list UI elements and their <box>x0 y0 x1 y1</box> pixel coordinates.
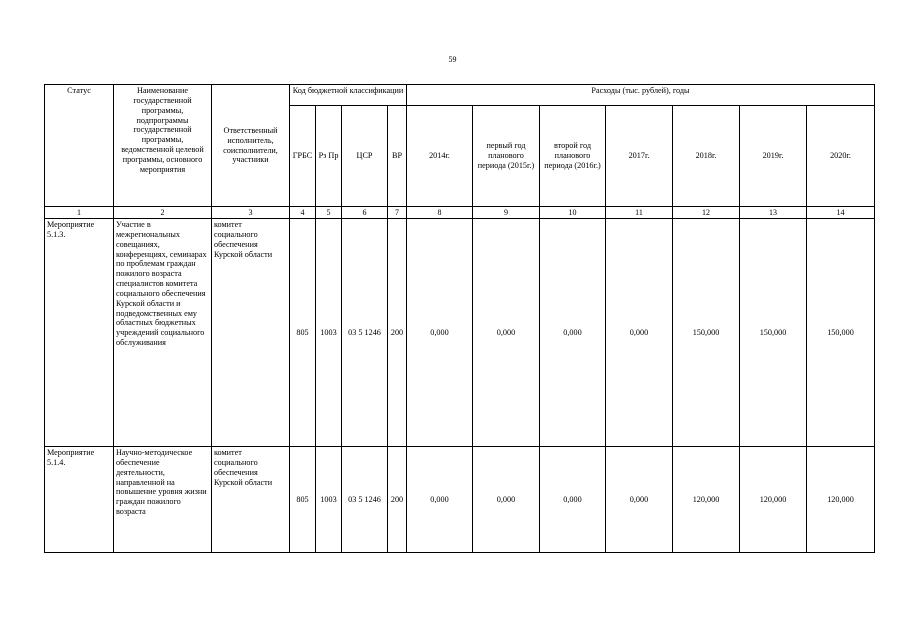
page-number: 59 <box>448 55 457 64</box>
column-number: 6 <box>342 207 388 219</box>
row-value-2019: 150,000 <box>740 219 807 447</box>
header-expenses: Расходы (тыс. рублей), годы <box>407 85 875 106</box>
column-number-row <box>45 207 875 219</box>
column-number: 11 <box>606 207 673 219</box>
row-grbs: 805 <box>290 219 316 447</box>
row-status: Мероприятие 5.1.4. <box>45 447 114 553</box>
header-rzpr: Рз Пр <box>316 106 342 207</box>
row-rzpr: 1003 <box>316 447 342 553</box>
header-y2015: первый год планового периода (2015г.) <box>473 106 540 207</box>
row-responsible: комитет социального обеспечения Курской области <box>212 447 290 553</box>
header-name: Наименование государственной программы, подпрограммы государственной программы, ведомственной целевой программы, основного мероприятия <box>114 85 212 207</box>
row-status: Мероприятие 5.1.3. <box>45 219 114 447</box>
row-value-2016: 0,000 <box>540 447 606 553</box>
header-y2018: 2018г. <box>673 106 740 207</box>
header-y2014: 2014г. <box>407 106 473 207</box>
header-y2016: второй год планового периода (2016г.) <box>540 106 606 207</box>
header-budget-code: Код бюджетной классификации <box>290 85 407 106</box>
column-number: 8 <box>407 207 473 219</box>
column-number: 5 <box>316 207 342 219</box>
row-name: Научно-методическое обеспечение деятельности, направленной на повышение уровня жизни граждан пожилого возраста <box>114 447 212 553</box>
header-csr: ЦСР <box>342 106 388 207</box>
header-vr: ВР <box>388 106 407 207</box>
row-csr: 03 5 1246 <box>342 219 388 447</box>
row-vr: 200 <box>388 447 407 553</box>
header-y2019: 2019г. <box>740 106 807 207</box>
row-value-2014: 0,000 <box>407 219 473 447</box>
column-number: 4 <box>290 207 316 219</box>
row-name: Участие в межрегиональных совещаниях, конференциях, семинарах по проблемам граждан пожилого возраста специалистов комитета социального обеспечения Курской области и подведомственных ему областных бюджетных учреждений социального обслуживания <box>114 219 212 447</box>
column-number: 7 <box>388 207 407 219</box>
row-csr: 03 5 1246 <box>342 447 388 553</box>
row-value-2019: 120,000 <box>740 447 807 553</box>
row-value-2014: 0,000 <box>407 447 473 553</box>
row-value-2017: 0,000 <box>606 219 673 447</box>
row-value-2017: 0,000 <box>606 447 673 553</box>
header-y2017: 2017г. <box>606 106 673 207</box>
row-rzpr: 1003 <box>316 219 342 447</box>
header-status: Статус <box>45 85 114 207</box>
row-value-2015: 0,000 <box>473 219 540 447</box>
column-number: 1 <box>45 207 114 219</box>
row-vr: 200 <box>388 219 407 447</box>
column-number: 12 <box>673 207 740 219</box>
column-number: 10 <box>540 207 606 219</box>
column-number: 9 <box>473 207 540 219</box>
row-responsible: комитет социального обеспечения Курской области <box>212 219 290 447</box>
column-number: 14 <box>807 207 875 219</box>
row-value-2020: 150,000 <box>807 219 875 447</box>
row-value-2018: 150,000 <box>673 219 740 447</box>
header-grbs: ГРБС <box>290 106 316 207</box>
column-number: 2 <box>114 207 212 219</box>
row-grbs: 805 <box>290 447 316 553</box>
row-value-2018: 120,000 <box>673 447 740 553</box>
header-y2020: 2020г. <box>807 106 875 207</box>
budget-table <box>44 84 875 553</box>
header-responsible: Ответственный исполнитель, соисполнители, участники <box>212 85 290 207</box>
table-row <box>45 219 875 447</box>
row-value-2015: 0,000 <box>473 447 540 553</box>
row-value-2016: 0,000 <box>540 219 606 447</box>
column-number: 3 <box>212 207 290 219</box>
table-row <box>45 447 875 553</box>
header-row-1 <box>45 85 875 106</box>
row-value-2020: 120,000 <box>807 447 875 553</box>
column-number: 13 <box>740 207 807 219</box>
